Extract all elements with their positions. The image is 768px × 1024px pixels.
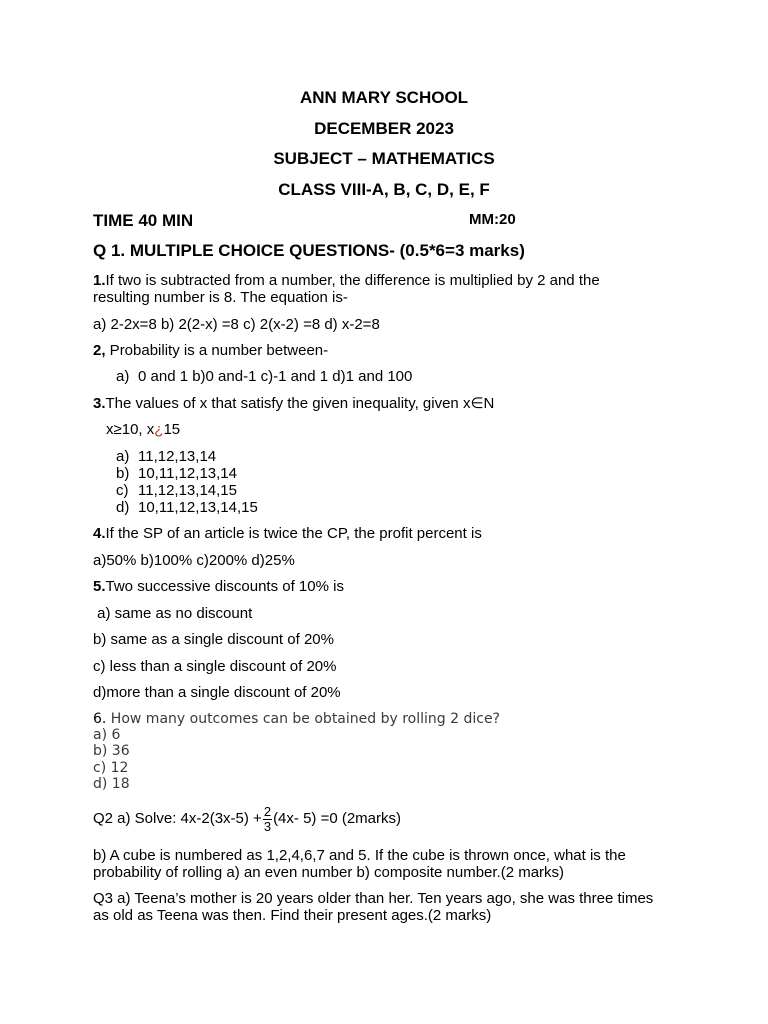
question-text: Two successive discounts of 10% is: [105, 578, 344, 595]
option-marker: d): [116, 499, 130, 516]
option-item: [116, 499, 258, 516]
question-3-condition: [106, 421, 180, 438]
option-text: 10,11,12,13,14,15: [138, 499, 258, 516]
school-name: ANN MARY SCHOOL: [299, 88, 469, 107]
question-2b-cont: probability of rolling a) an even number b) composite number.(2 marks): [93, 864, 565, 881]
question-number: 1.: [93, 272, 106, 289]
question-text: The values of x that satisfy the given inequality, given x∈N: [105, 395, 495, 412]
fraction: [263, 805, 272, 834]
question-2a: [93, 802, 401, 836]
max-marks-label: MM:20: [469, 211, 516, 228]
question-number: 6.: [93, 711, 107, 727]
question-text: If two is subtracted from a number, the difference is multiplied by 2 and the: [105, 272, 600, 289]
fraction-denominator: 3: [263, 818, 272, 834]
question-number: 2,: [93, 342, 106, 359]
option-item: d)more than a single discount of 20%: [93, 684, 341, 701]
exam-date: DECEMBER 2023: [314, 119, 454, 138]
option-item: a) 6: [93, 727, 121, 743]
time-label: TIME 40 MIN: [93, 211, 194, 230]
question-3: [93, 395, 494, 412]
subject-title: SUBJECT – MATHEMATICS: [273, 149, 495, 168]
question-2: [93, 342, 328, 359]
option-marker: a): [116, 368, 130, 385]
question-4: [93, 525, 482, 542]
option-item: [116, 465, 237, 482]
question-1-options: a) 2-2x=8 b) 2(2-x) =8 c) 2(x-2) =8 d) x-2=8: [93, 316, 380, 333]
question-number: 5.: [93, 578, 106, 595]
option-item: [116, 482, 237, 499]
question-text: Q2 a) Solve: 4x-2(3x-5) +: [93, 810, 262, 827]
option-item: d) 18: [93, 776, 130, 792]
condition-value: 15: [163, 421, 181, 438]
option-item: [116, 448, 216, 465]
question-2b: b) A cube is numbered as 1,2,4,6,7 and 5. If the cube is thrown once, what is the: [93, 847, 626, 864]
question-text-end: (4x- 5) =0 (2marks): [273, 810, 402, 827]
class-title: CLASS VIII-A, B, C, D, E, F: [278, 180, 490, 199]
question-5: [93, 578, 344, 595]
option-text: 11,12,13,14: [138, 448, 217, 465]
option-item: a) same as no discount: [93, 605, 253, 622]
question-2-options: [116, 368, 412, 385]
option-marker: c): [116, 482, 129, 499]
condition-text: x≥10, x: [106, 421, 155, 438]
question-1-cont: resulting number is 8. The equation is-: [93, 289, 348, 306]
question-3a-cont: as old as Teena was then. Find their present ages.(2 marks): [93, 907, 492, 924]
option-item: b) 36: [93, 743, 130, 759]
option-item: c) 12: [93, 760, 129, 776]
option-marker: b): [116, 465, 130, 482]
question-text: If the SP of an article is twice the CP, the profit percent is: [105, 525, 482, 542]
question-number: 3.: [93, 395, 106, 412]
option-marker: a): [116, 448, 130, 465]
option-text: 0 and 1 b)0 and-1 c)-1 and 1 d)1 and 100: [138, 368, 413, 385]
question-1: [93, 272, 600, 289]
question-4-options: a)50% b)100% c)200% d)25%: [93, 552, 295, 569]
question-6: [93, 711, 500, 727]
option-text: 11,12,13,14,15: [138, 482, 237, 499]
option-item: c) less than a single discount of 20%: [93, 658, 337, 675]
option-item: b) same as a single discount of 20%: [93, 631, 334, 648]
question-text: How many outcomes can be obtained by rolling 2 dice?: [106, 711, 500, 727]
question-number: 4.: [93, 525, 106, 542]
question-text: Probability is a number between-: [105, 342, 329, 359]
question-3a: Q3 a) Teena’s mother is 20 years older than her. Ten years ago, she was three times: [93, 890, 654, 907]
fraction-numerator: 2: [263, 803, 272, 819]
option-text: 10,11,12,13,14: [138, 465, 237, 482]
condition-symbol: ¿: [154, 421, 164, 438]
section-title: Q 1. MULTIPLE CHOICE QUESTIONS- (0.5*6=3 marks): [93, 241, 525, 260]
